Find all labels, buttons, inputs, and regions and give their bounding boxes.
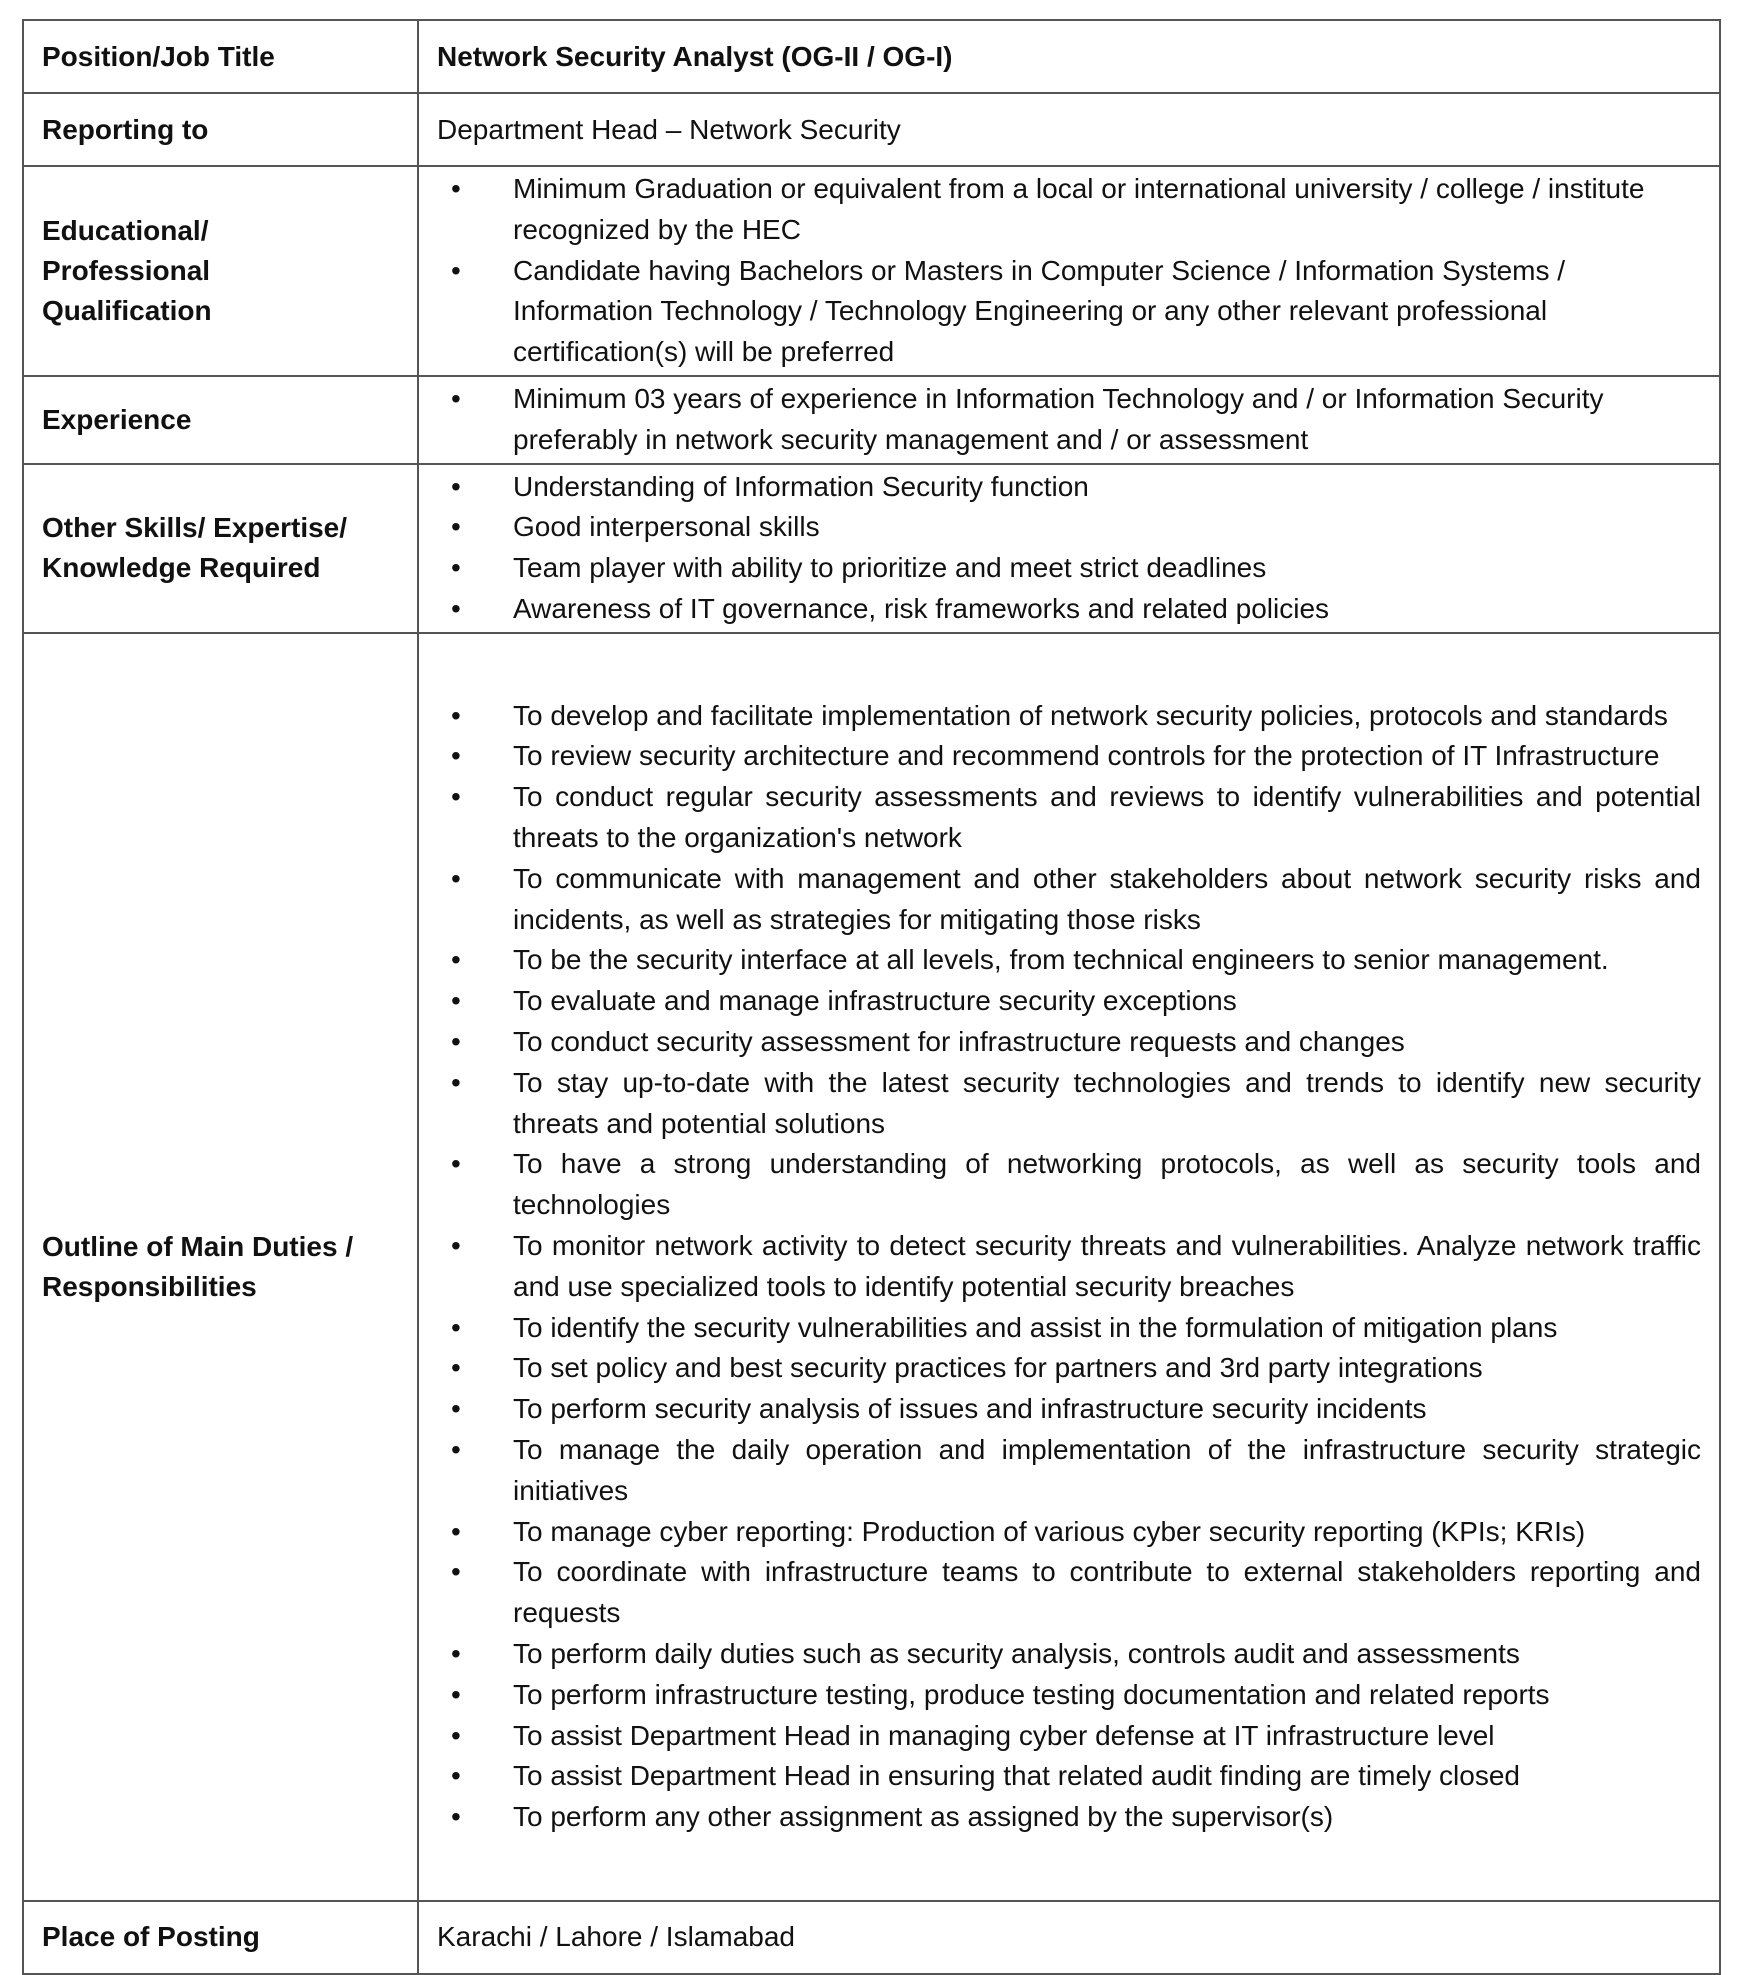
row-reporting (23, 93, 1720, 166)
education-cell (418, 166, 1720, 376)
list-item: • To manage cyber reporting: Production of various cyber security reporting (KPIs; KRIs) (419, 1512, 1701, 1553)
list-item: • To review security architecture and recommend controls for the protection of IT Infrastructure (419, 736, 1701, 777)
experience-list (419, 377, 1719, 463)
list-item: • To perform infrastructure testing, produce testing documentation and related reports (419, 1675, 1701, 1716)
experience-cell (418, 376, 1720, 464)
duties-cell (418, 633, 1720, 1901)
list-item: • To develop and facilitate implementation of network security policies, protocols and standards (419, 696, 1701, 737)
list-item: • To be the security interface at all levels, from technical engineers to senior management. (419, 940, 1701, 981)
row-education (23, 166, 1720, 376)
list-item: • Minimum 03 years of experience in Information Technology and / or Information Security preferably in network security management and / or assessment (419, 379, 1701, 461)
list-item: • To assist Department Head in managing cyber defense at IT infrastructure level (419, 1716, 1701, 1757)
posting-label: Place of Posting (23, 1901, 418, 1974)
list-item: • To stay up-to-date with the latest security technologies and trends to identify new security threats and potential solutions (419, 1063, 1701, 1145)
list-item: • To evaluate and manage infrastructure security exceptions (419, 981, 1701, 1022)
position-value: Network Security Analyst (OG-II / OG-I) (418, 20, 1720, 93)
list-item: • To have a strong understanding of networking protocols, as well as security tools and technologies (419, 1144, 1701, 1226)
list-item: • To conduct regular security assessments and reviews to identify vulnerabilities and potential threats to the organization's network (419, 777, 1701, 859)
list-item: • To perform daily duties such as security analysis, controls audit and assessments (419, 1634, 1701, 1675)
list-item: • To identify the security vulnerabilities and assist in the formulation of mitigation plans (419, 1308, 1701, 1349)
reporting-value: Department Head – Network Security (418, 93, 1720, 166)
list-item: • To conduct security assessment for infrastructure requests and changes (419, 1022, 1701, 1063)
skills-list (419, 465, 1719, 632)
row-skills (23, 464, 1720, 633)
list-item: • Team player with ability to prioritize and meet strict deadlines (419, 548, 1701, 589)
list-item: • Awareness of IT governance, risk frameworks and related policies (419, 589, 1701, 630)
list-item: • To manage the daily operation and implementation of the infrastructure security strategic initiatives (419, 1430, 1701, 1512)
list-item: • To coordinate with infrastructure teams to contribute to external stakeholders reporting and requests (419, 1552, 1701, 1634)
skills-label: Other Skills/ Expertise/ Knowledge Required (23, 464, 418, 633)
duties-label: Outline of Main Duties / Responsibilities (23, 633, 418, 1901)
list-item: • To assist Department Head in ensuring that related audit finding are timely closed (419, 1756, 1701, 1797)
list-item: • Good interpersonal skills (419, 507, 1701, 548)
list-item: • To perform security analysis of issues and infrastructure security incidents (419, 1389, 1701, 1430)
row-position (23, 20, 1720, 93)
reporting-label: Reporting to (23, 93, 418, 166)
row-experience (23, 376, 1720, 464)
list-item: • To communicate with management and other stakeholders about network security risks and incidents, as well as strategies for mitigating those risks (419, 859, 1701, 941)
duties-list (419, 694, 1719, 1840)
row-duties (23, 633, 1720, 1901)
experience-label: Experience (23, 376, 418, 464)
list-item: • Minimum Graduation or equivalent from a local or international university / college / institute recognized by the HEC (419, 169, 1701, 251)
education-list (419, 167, 1719, 375)
education-label: Educational/ Professional Qualification (23, 166, 418, 376)
posting-value: Karachi / Lahore / Islamabad (418, 1901, 1720, 1974)
skills-cell (418, 464, 1720, 633)
position-label: Position/Job Title (23, 20, 418, 93)
list-item: • To monitor network activity to detect security threats and vulnerabilities. Analyze network traffic and use specialized tools to identify potential security breaches (419, 1226, 1701, 1308)
list-item: • Understanding of Information Security function (419, 467, 1701, 508)
list-item: • To set policy and best security practices for partners and 3rd party integrations (419, 1348, 1701, 1389)
list-item: • Candidate having Bachelors or Masters in Computer Science / Information Systems / Information Technology / Technology Engineering or any other relevant professional certification(s) will be preferred (419, 251, 1701, 373)
row-posting (23, 1901, 1720, 1974)
list-item: • To perform any other assignment as assigned by the supervisor(s) (419, 1797, 1701, 1838)
job-description-table (22, 19, 1721, 1975)
